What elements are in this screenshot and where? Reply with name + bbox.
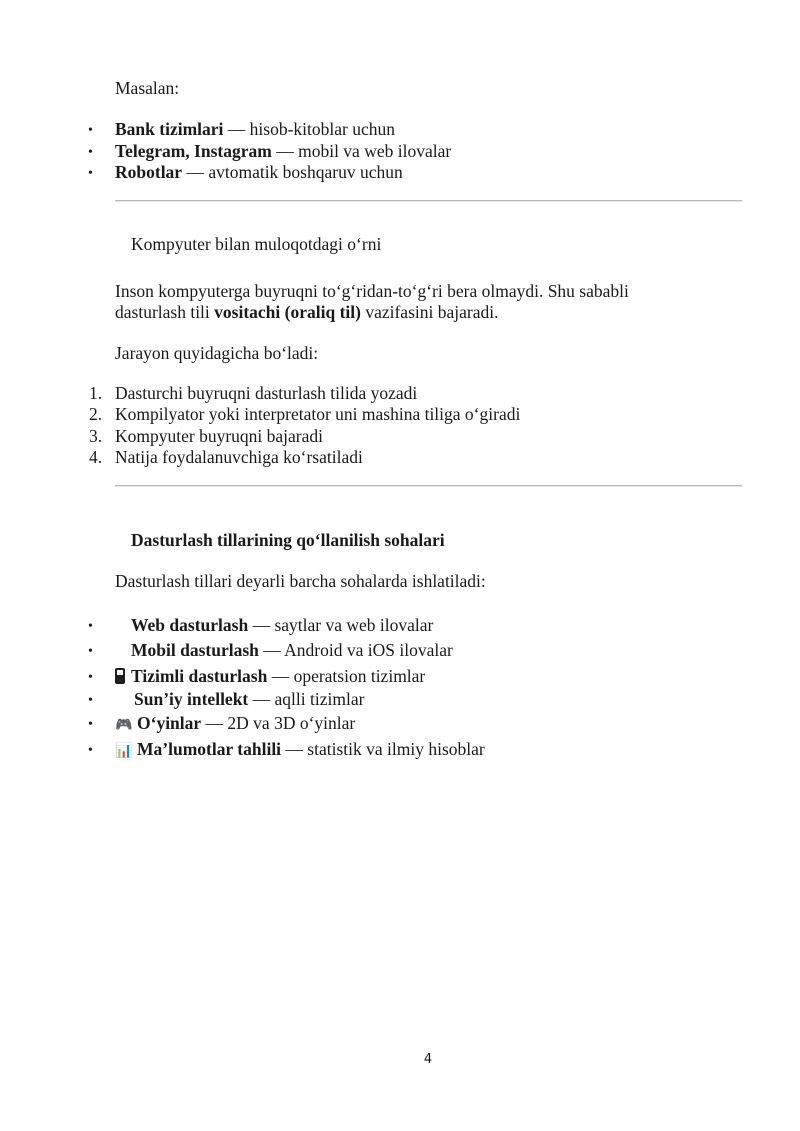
list-item-desc: — aqlli tizimlar [248,689,365,709]
list-item-term: Robotlar [115,162,183,182]
step-item: Kompyuter buyruqni bajaradi [115,426,324,446]
paragraph-line [115,302,498,323]
list-item [115,119,395,140]
list-item-term: Telegram, Instagram [115,141,272,161]
paragraph: Jarayon quyidagicha bo‘ladi: [115,343,319,363]
list-item-desc: — Android va iOS ilovalar [258,640,453,660]
step-number: 3. [89,426,103,446]
gamepad-icon: 🎮 [115,717,133,733]
list-item-desc: — hisob-kitoblar uchun [223,119,395,139]
list-item [115,162,403,183]
list-item [115,640,453,661]
step-number: 4. [89,447,103,467]
step-item: Natija foydalanuvchiga ko‘rsatiladi [115,447,363,467]
horizontal-rule [115,485,742,487]
paragraph-line: Inson kompyuterga buyruqni to‘g‘ridan-to‘g‘ri bera olmaydi. Shu sababli [115,281,629,301]
bullet-marker: • [88,693,93,708]
bar-chart-icon: 📊 [115,743,133,759]
list-item-desc: — operatsion tizimlar [267,666,426,686]
paragraph-emphasis: vositachi (oraliq til) [214,302,361,322]
list-item-term: Sun’iy intellekt [134,689,249,709]
device-icon [115,668,125,684]
section-heading-text: Kompyuter bilan muloqotdagi o‘rni [131,234,382,254]
list-item-term: Mobil dasturlash [131,640,259,660]
bullet-marker: • [88,123,93,138]
list-item [115,739,485,762]
list-item [115,666,425,687]
list-item-term: Ma’lumotlar tahlili [137,739,282,759]
step-item: Dasturchi buyruqni dasturlash tilida yozadi [115,383,418,403]
list-item-desc: — saytlar va web ilovalar [248,615,434,635]
section-heading [115,234,381,255]
section-heading [115,530,445,551]
intro-text: Masalan: [115,78,180,98]
paragraph-text: vazifasini bajaradi. [360,302,499,322]
bullet-marker: • [88,166,93,181]
step-number: 1. [89,383,103,403]
bullet-marker: • [88,717,93,732]
list-item [115,615,433,636]
bullet-marker: • [88,145,93,160]
horizontal-rule [115,200,742,202]
bullet-marker: • [88,644,93,659]
list-item-term: Bank tizimlari [115,119,224,139]
bullet-marker: • [88,619,93,634]
list-item-desc: — 2D va 3D o‘yinlar [201,713,356,733]
list-item [115,713,355,736]
list-item-term: Tizimli dasturlash [131,666,268,686]
list-item-term: O‘yinlar [137,713,202,733]
list-item [115,689,364,710]
paragraph: Dasturlash tillari deyarli barcha sohalarda ishlatiladi: [115,571,486,591]
bullet-marker: • [88,670,93,685]
list-item-desc: — mobil va web ilovalar [271,141,452,161]
section-heading-text: Dasturlash tillarining qo‘llanilish sohalari [131,530,445,550]
step-number: 2. [89,404,103,424]
paragraph-text: dasturlash tili [115,302,215,322]
list-item-term: Web dasturlash [131,615,249,635]
page-number: 4 [423,1052,433,1067]
list-item [115,141,451,162]
step-item: Kompilyator yoki interpretator uni mashina tiliga o‘giradi [115,404,521,424]
bullet-marker: • [88,743,93,758]
list-item-desc: — avtomatik boshqaruv uchun [182,162,403,182]
list-item-desc: — statistik va ilmiy hisoblar [281,739,485,759]
